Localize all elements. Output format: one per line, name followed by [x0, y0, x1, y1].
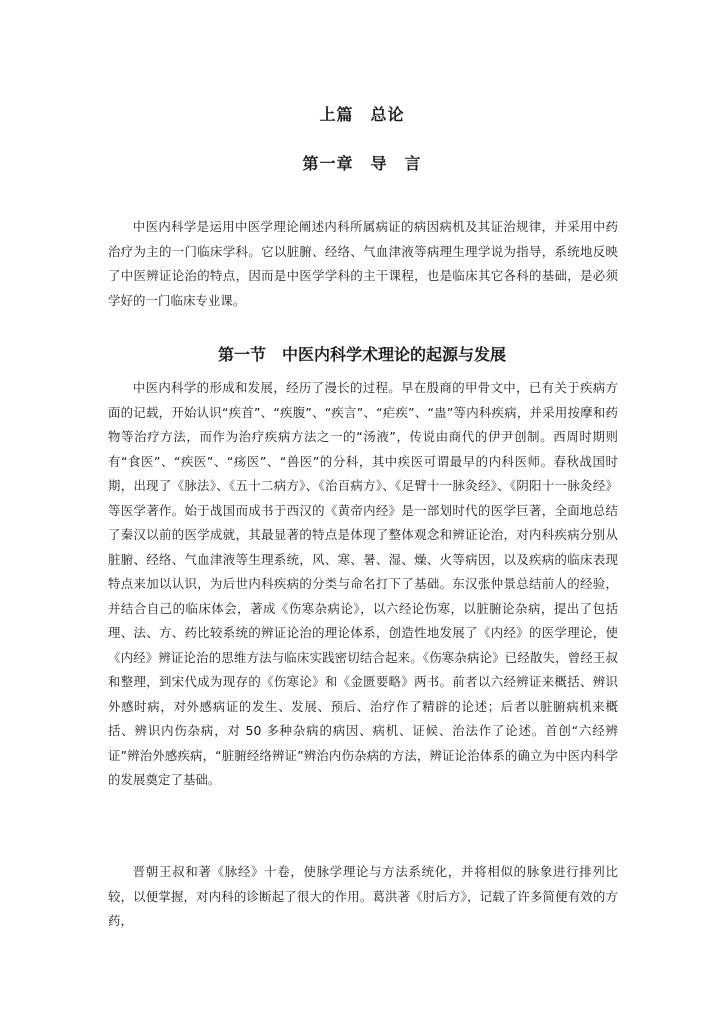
body-paragraph-history: 中医内科学的形成和发展，经历了漫长的过程。早在殷商的甲骨文中，已有关于疾病方面的记载，开始认识“疾首”、“疾腹”、“疾言”、“疟疾”、“蛊”等内科疾病，并采用按摩和药物等治疗方法，而作为治疗疾病方法之一的“汤液”，传说由商代的伊尹创制。西周时期则有“食医”、“疾医”、“疡医”、“兽医”的分科，其中疾医可谓最早的内科医师。春秋战国时期，出现了《脉法》、《五十二病方》、《治百病方》、《足臂十一脉灸经》、《阴阳十一脉灸经》等医学著作。始于战国而成书于西汉的《黄帝内经》是一部划时代的医学巨著，全面地总结了秦汉以前的医学成就，其最显著的特点是体现了整体观念和辨证论治，对内科疾病分别从脏腑、经络、气血津液等生理系统，风、寒、暑、湿、燥、火等病因，以及疾病的临床表现特点来加以认识，为后世内科疾病的分类与命名打下了基础。东汉张仲景总结前人的经验，并结合自己的临床体会，著成《伤寒杂病论》，以六经论伤寒，以脏腑论杂病，提出了包括理、法、方、药比较系统的辨证论治的理论体系，创造性地发展了《内经》的医学理论，使《内经》辨证论治的思维方法与临床实践密切结合起来。《伤寒杂病论》已经散失，曾经王叔和整理，到宋代成为现存的《伤寒论》和《金匮要略》两书。前者以六经辨证来概括、辨识外感时病，对外感病证的发生、发展、预后、治疗作了精辟的论述；后者以脏腑病机来概括、辨识内伤杂病，对 50 多种杂病的病因、病机、证候、治法作了论述。首创“六经辨证”辨治外感疾病，“脏腑经络辨证”辨治内伤杂病的方法，辨证论治体系的确立为中医内科学的发展奠定了基础。: [108, 380, 618, 787]
body-paragraph-jin-dynasty: 晋朝王叔和著《脉经》十卷，使脉学理论与方法系统化，并将相似的脉象进行排列比较，以便掌握，对内科的诊断起了很大的作用。葛洪著《肘后方》，记载了许多简便有效的方药，: [108, 864, 618, 928]
section-title: 第一节 中医内科学术理论的起源与发展: [217, 345, 506, 364]
chapter-title: 第一章 导 言: [302, 154, 422, 173]
intro-paragraph: 中医内科学是运用中医学理论阐述内科所属病证的病因病机及其证治规律，并采用中药治疗为主的一门临床学科。它以脏腑、经络、气血津液等病理生理学说为指导，系统地反映了中医辨证论治的特点，因而是中医学学科的主干课程，也是临床其它各科的基础，是必须学好的一门临床专业课。: [108, 219, 618, 308]
part-title: 上篇 总论: [319, 105, 405, 124]
